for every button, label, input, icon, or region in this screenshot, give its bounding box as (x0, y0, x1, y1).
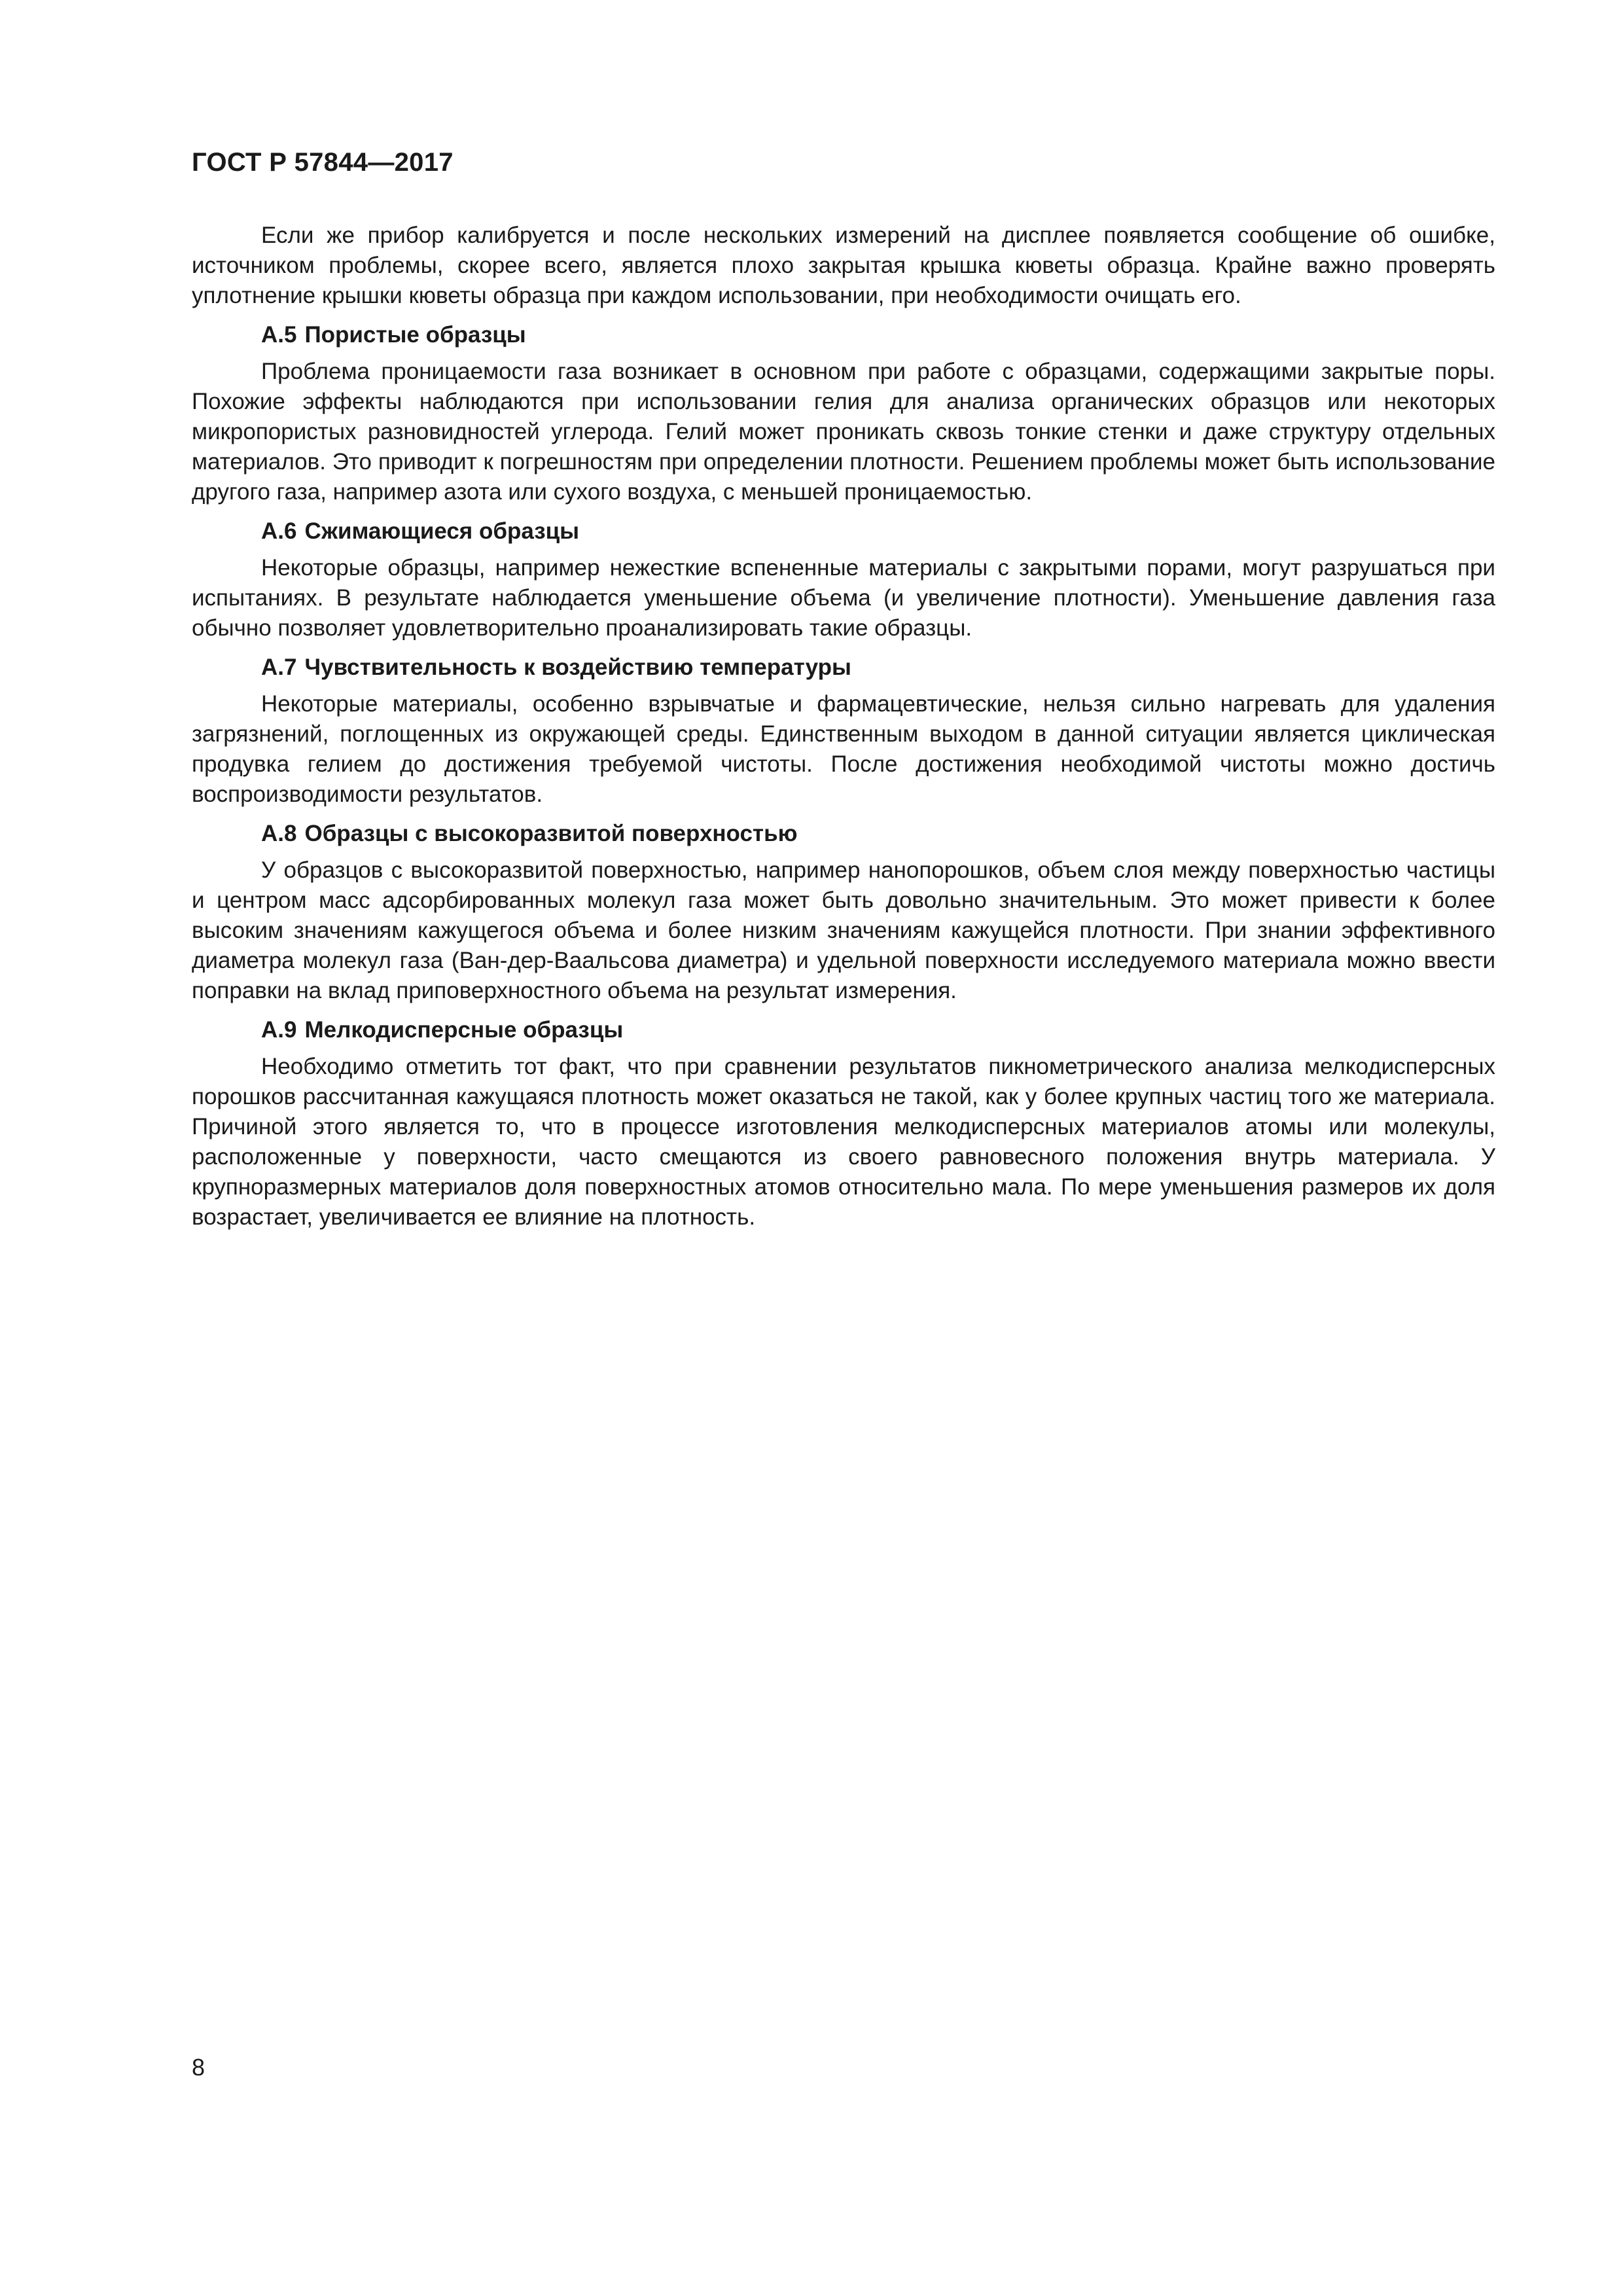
section-heading-a8 (192, 819, 1495, 849)
document-body (192, 221, 1495, 1232)
section-title: Пористые образцы (304, 322, 526, 348)
section-number: А.9 (261, 1017, 297, 1043)
section-text-a7: Некоторые материалы, особенно взрывчатые и фармацевтические, нельзя сильно нагревать для удаления загрязнений, поглощенных из окружающей среды. Единственным выходом в данной ситуации является циклическая продувка гелием до достижения требуемой чистоты. После достижения необходимой чистоты можно достичь воспроизводимости результатов. (192, 691, 1495, 807)
page-number: 8 (192, 2054, 205, 2081)
section-title: Сжимающиеся образцы (304, 518, 580, 544)
section-heading-a5 (192, 320, 1495, 350)
section-number: А.6 (261, 518, 297, 544)
intro-paragraph: Если же прибор калибруется и после нескольких измерений на дисплее появляется сообщение об ошибке, источником проблемы, скорее всего, является плохо закрытая крышка кюветы образца. Крайне важно проверять уплотнение крышки кюветы образца при каждом использовании, при необходимости очищать его. (192, 223, 1495, 308)
section-heading-a7 (192, 653, 1495, 683)
section-number: А.8 (261, 821, 297, 846)
section-title: Образцы с высокоразвитой поверхностью (304, 821, 798, 846)
section-number: А.7 (261, 655, 297, 680)
standard-code-header: ГОСТ Р 57844—2017 (192, 148, 454, 177)
section-heading-a6 (192, 516, 1495, 547)
section-title: Чувствительность к воздействию температуры (304, 655, 851, 680)
section-heading-a9 (192, 1015, 1495, 1045)
section-text-a8: У образцов с высокоразвитой поверхностью, например нанопорошков, объем слоя между поверхностью частицы и центром масс адсорбированных молекул газа может быть довольно значительным. Это может привести к более высоким значениям кажущегося объема и более низким значениям кажущейся плотности. При знании эффективного диаметра молекул газа (Ван-дер-Ваальсова диаметра) и удельной поверхности исследуемого материала можно ввести поправки на вклад приповерхностного объема на результат измерения. (192, 857, 1495, 1003)
section-number: А.5 (261, 322, 297, 348)
section-text-a6: Некоторые образцы, например нежесткие вспененные материалы с закрытыми порами, могут разрушаться при испытаниях. В результате наблюдается уменьшение объема (и увеличение плотности). Уменьшение давления газа обычно позволяет удовлетворительно проанализировать такие образцы. (192, 555, 1495, 641)
section-text-a9: Необходимо отметить тот факт, что при сравнении результатов пикнометрического анализа мелкодисперсных порошков рассчитанная кажущаяся плотность может оказаться не такой, как у более крупных частиц того же материала. Причиной этого является то, что в процессе изготовления мелкодисперсных материалов атомы или молекулы, расположенные у поверхности, часто смещаются из своего равновесного положения внутрь материала. У крупноразмерных материалов доля поверхностных атомов относительно мала. По мере уменьшения размеров их доля возрастает, увеличивается ее влияние на плотность. (192, 1054, 1495, 1230)
section-text-a5: Проблема проницаемости газа возникает в основном при работе с образцами, содержащими закрытые поры. Похожие эффекты наблюдаются при использовании гелия для анализа органических образцов или некоторых микропористых разновидностей углерода. Гелий может проникать сквозь тонкие стенки и даже структуру отдельных материалов. Это приводит к погрешностям при определении плотности. Решением проблемы может быть использование другого газа, например азота или сухого воздуха, с меньшей проницаемостью. (192, 359, 1495, 505)
section-title: Мелкодисперсные образцы (304, 1017, 624, 1043)
